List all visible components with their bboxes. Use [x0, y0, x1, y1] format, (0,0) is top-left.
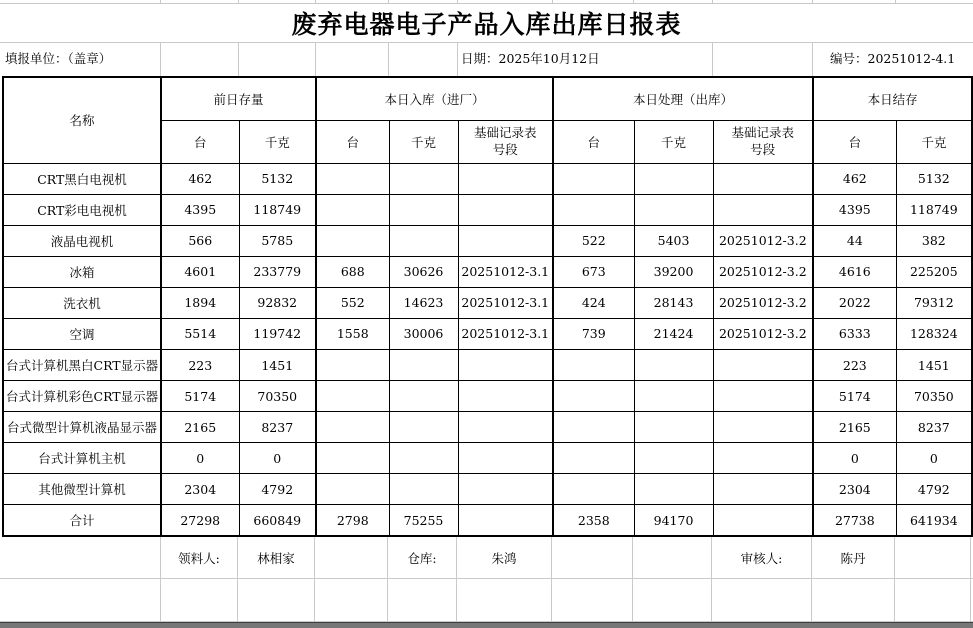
col-header-record-no-text: 基础记录表号段 — [731, 124, 795, 157]
cell-bal-tai: 6333 — [813, 318, 896, 349]
col-header-record-no — [458, 120, 553, 163]
cell-prev-tai: 2165 — [161, 412, 239, 443]
cell-in-record — [458, 225, 553, 256]
cell-in-tai: 552 — [316, 287, 389, 318]
empty-cell — [552, 578, 633, 621]
report-table — [2, 76, 973, 537]
cell-bal-kg: 4792 — [896, 474, 972, 505]
cell-out-record — [713, 349, 813, 380]
gridline — [812, 0, 813, 3]
cell-out-kg — [634, 412, 713, 443]
row-name: 洗衣机 — [3, 287, 161, 318]
cell-in-kg: 30006 — [389, 318, 458, 349]
cell-out-kg: 39200 — [634, 256, 713, 287]
gridline — [315, 0, 316, 3]
table-row — [3, 381, 972, 412]
cell-out-kg — [634, 381, 713, 412]
row-name: 空调 — [3, 318, 161, 349]
row-name: CRT彩电电视机 — [3, 194, 161, 225]
header-row-groups — [3, 77, 972, 120]
cell-out-record — [713, 381, 813, 412]
cell-prev-kg: 92832 — [239, 287, 316, 318]
cell-bal-kg: 8237 — [896, 412, 972, 443]
page-title: 废弃电器电子产品入库出库日报表 — [291, 10, 682, 39]
empty-cell — [633, 537, 712, 578]
cell-in-tai: 2798 — [316, 505, 389, 536]
cell-out-record — [713, 443, 813, 474]
cell-in-record — [458, 443, 553, 474]
gridline — [388, 42, 389, 76]
gridline — [160, 42, 161, 76]
cell-out-record — [713, 163, 813, 194]
row-name: 台式计算机主机 — [3, 443, 161, 474]
cell-bal-tai: 4395 — [813, 194, 896, 225]
cell-bal-tai: 44 — [813, 225, 896, 256]
gridline — [712, 0, 713, 3]
cell-in-tai: 1558 — [316, 318, 389, 349]
cell-prev-kg: 660849 — [239, 505, 316, 536]
gridline — [238, 0, 239, 3]
cell-out-kg: 5403 — [634, 225, 713, 256]
cell-prev-kg: 118749 — [239, 194, 316, 225]
cell-prev-tai: 1894 — [161, 287, 239, 318]
table-row — [3, 225, 972, 256]
row-name: 台式计算机彩色CRT显示器 — [3, 381, 161, 412]
cell-in-kg: 14623 — [389, 287, 458, 318]
row-name: 冰箱 — [3, 256, 161, 287]
cell-prev-kg: 0 — [239, 443, 316, 474]
cell-out-tai: 673 — [553, 256, 634, 287]
cell-out-tai: 739 — [553, 318, 634, 349]
cell-out-tai — [553, 194, 634, 225]
cell-out-kg: 21424 — [634, 318, 713, 349]
empty-cell — [895, 578, 971, 621]
table-row — [3, 287, 972, 318]
cell-out-tai: 2358 — [553, 505, 634, 536]
col-header-kg: 千克 — [389, 120, 458, 163]
cell-in-tai — [316, 349, 389, 380]
cell-prev-tai: 5514 — [161, 318, 239, 349]
row-name: 合计 — [3, 505, 161, 536]
empty-cell — [388, 578, 457, 621]
gridline — [552, 0, 553, 3]
cell-out-tai: 522 — [553, 225, 634, 256]
empty-cell — [315, 578, 388, 621]
cell-in-kg — [389, 225, 458, 256]
window-bottom-edge — [0, 622, 973, 628]
empty-cell — [315, 537, 388, 578]
empty-cell — [552, 537, 633, 578]
cell-bal-kg: 1451 — [896, 349, 972, 380]
cell-out-tai — [553, 163, 634, 194]
cell-prev-tai: 223 — [161, 349, 239, 380]
col-header-kg: 千克 — [634, 120, 713, 163]
empty-cell — [712, 578, 812, 621]
cell-bal-kg: 641934 — [896, 505, 972, 536]
cell-in-kg — [389, 163, 458, 194]
empty-cell — [457, 578, 552, 621]
row-name: 其他微型计算机 — [3, 474, 161, 505]
gridline — [388, 0, 389, 3]
empty-cell — [895, 537, 971, 578]
table-row — [3, 474, 972, 505]
cell-in-record: 20251012-3.1 — [458, 287, 553, 318]
col-header-name: 名称 — [3, 77, 161, 163]
cell-in-record — [458, 474, 553, 505]
cell-bal-kg: 225205 — [896, 256, 972, 287]
cell-prev-kg: 233779 — [239, 256, 316, 287]
row-name: 台式计算机黑白CRT显示器 — [3, 349, 161, 380]
signature-row — [160, 537, 971, 578]
gridline — [238, 42, 239, 76]
col-header-kg: 千克 — [896, 120, 972, 163]
col-header-kg: 千克 — [239, 120, 316, 163]
cell-bal-kg: 128324 — [896, 318, 972, 349]
cell-in-kg — [389, 412, 458, 443]
cell-in-record — [458, 194, 553, 225]
reviewer-name: 陈丹 — [812, 537, 895, 578]
cell-in-tai — [316, 225, 389, 256]
cell-bal-tai: 2165 — [813, 412, 896, 443]
cell-in-tai — [316, 443, 389, 474]
cell-in-record — [458, 349, 553, 380]
cell-out-kg: 28143 — [634, 287, 713, 318]
col-header-record-no-text: 基础记录表号段 — [474, 124, 537, 157]
col-header-prev-stock: 前日存量 — [161, 77, 316, 120]
warehouse-name: 朱鸿 — [457, 537, 552, 578]
reviewer-label: 审核人: — [712, 537, 812, 578]
col-header-units: 台 — [813, 120, 896, 163]
cell-out-tai — [553, 412, 634, 443]
gridline — [633, 0, 634, 3]
cell-prev-tai: 462 — [161, 163, 239, 194]
cell-out-tai: 424 — [553, 287, 634, 318]
empty-cell — [812, 578, 895, 621]
table-row — [3, 412, 972, 443]
cell-bal-tai: 223 — [813, 349, 896, 380]
cell-in-kg — [389, 194, 458, 225]
cell-out-kg — [634, 474, 713, 505]
requisitioner-name: 林相家 — [238, 537, 315, 578]
table-row — [3, 163, 972, 194]
row-name: 台式微型计算机液晶显示器 — [3, 412, 161, 443]
cell-in-record — [458, 412, 553, 443]
cell-bal-tai: 5174 — [813, 381, 896, 412]
cell-out-record: 20251012-3.2 — [713, 318, 813, 349]
cell-in-tai — [316, 474, 389, 505]
report-unit-label: 填报单位：（盖章） — [5, 51, 112, 66]
total-row — [3, 505, 972, 536]
row-name: 液晶电视机 — [3, 225, 161, 256]
cell-in-kg — [389, 443, 458, 474]
gridline — [812, 42, 813, 76]
report-code-label: 编号：20251012-4.1 — [830, 51, 956, 66]
cell-prev-kg: 4792 — [239, 474, 316, 505]
cell-prev-tai: 566 — [161, 225, 239, 256]
cell-out-record — [713, 412, 813, 443]
table-row — [3, 194, 972, 225]
cell-in-kg: 30626 — [389, 256, 458, 287]
cell-out-record: 20251012-3.2 — [713, 256, 813, 287]
empty-cell — [633, 578, 712, 621]
col-header-outbound: 本日处理（出库） — [553, 77, 813, 120]
empty-row — [160, 578, 971, 621]
cell-prev-kg: 70350 — [239, 381, 316, 412]
cell-bal-tai: 2304 — [813, 474, 896, 505]
empty-cell — [238, 578, 315, 621]
cell-out-tai — [553, 381, 634, 412]
gridline — [712, 42, 713, 76]
cell-bal-kg: 70350 — [896, 381, 972, 412]
cell-in-record — [458, 163, 553, 194]
cell-bal-tai: 0 — [813, 443, 896, 474]
cell-in-kg — [389, 349, 458, 380]
gridline — [457, 0, 458, 3]
col-header-record-no — [713, 120, 813, 163]
cell-bal-tai: 462 — [813, 163, 896, 194]
cell-bal-tai: 2022 — [813, 287, 896, 318]
gridline — [315, 42, 316, 76]
table-row — [3, 256, 972, 287]
gridline — [895, 0, 896, 3]
cell-out-kg — [634, 163, 713, 194]
cell-prev-tai: 4395 — [161, 194, 239, 225]
cell-prev-tai: 27298 — [161, 505, 239, 536]
cell-in-tai — [316, 412, 389, 443]
cell-bal-kg: 382 — [896, 225, 972, 256]
warehouse-label: 仓库: — [388, 537, 457, 578]
cell-out-record — [713, 474, 813, 505]
cell-out-record: 20251012-3.2 — [713, 287, 813, 318]
col-header-inbound: 本日入库（进厂） — [316, 77, 553, 120]
cell-out-record — [713, 505, 813, 536]
cell-out-tai — [553, 443, 634, 474]
cell-out-tai — [553, 349, 634, 380]
cell-out-record: 20251012-3.2 — [713, 225, 813, 256]
table-row — [3, 349, 972, 380]
cell-bal-kg: 118749 — [896, 194, 972, 225]
cell-prev-tai: 5174 — [161, 381, 239, 412]
gridline — [457, 42, 458, 76]
cell-prev-kg: 119742 — [239, 318, 316, 349]
table-row — [3, 443, 972, 474]
cell-prev-tai: 0 — [161, 443, 239, 474]
cell-in-kg — [389, 474, 458, 505]
col-header-units: 台 — [161, 120, 239, 163]
cell-out-record — [713, 194, 813, 225]
cell-in-record: 20251012-3.1 — [458, 256, 553, 287]
cell-in-record — [458, 505, 553, 536]
col-header-units: 台 — [553, 120, 634, 163]
cell-in-tai — [316, 381, 389, 412]
cell-bal-kg: 79312 — [896, 287, 972, 318]
cell-bal-kg: 0 — [896, 443, 972, 474]
cell-prev-tai: 4601 — [161, 256, 239, 287]
cell-bal-tai: 4616 — [813, 256, 896, 287]
cell-bal-kg: 5132 — [896, 163, 972, 194]
col-header-units: 台 — [316, 120, 389, 163]
cell-prev-tai: 2304 — [161, 474, 239, 505]
row-name: CRT黑白电视机 — [3, 163, 161, 194]
info-row — [0, 42, 973, 76]
cell-in-tai — [316, 163, 389, 194]
empty-cell — [160, 578, 238, 621]
requisitioner-label: 领料人: — [160, 537, 238, 578]
cell-prev-kg: 1451 — [239, 349, 316, 380]
cell-in-record: 20251012-3.1 — [458, 318, 553, 349]
col-header-balance: 本日结存 — [813, 77, 972, 120]
cell-prev-kg: 8237 — [239, 412, 316, 443]
cell-bal-tai: 27738 — [813, 505, 896, 536]
cell-prev-kg: 5132 — [239, 163, 316, 194]
cell-out-kg: 94170 — [634, 505, 713, 536]
table-row — [3, 318, 972, 349]
cell-in-record — [458, 381, 553, 412]
cell-out-kg — [634, 443, 713, 474]
cell-out-kg — [634, 349, 713, 380]
gridline — [160, 0, 161, 3]
report-date-label: 日期：2025年10月12日 — [461, 51, 600, 66]
cell-out-kg — [634, 194, 713, 225]
cell-prev-kg: 5785 — [239, 225, 316, 256]
cell-in-tai: 688 — [316, 256, 389, 287]
cell-in-kg — [389, 381, 458, 412]
cell-out-tai — [553, 474, 634, 505]
cell-in-tai — [316, 194, 389, 225]
cell-in-kg: 75255 — [389, 505, 458, 536]
